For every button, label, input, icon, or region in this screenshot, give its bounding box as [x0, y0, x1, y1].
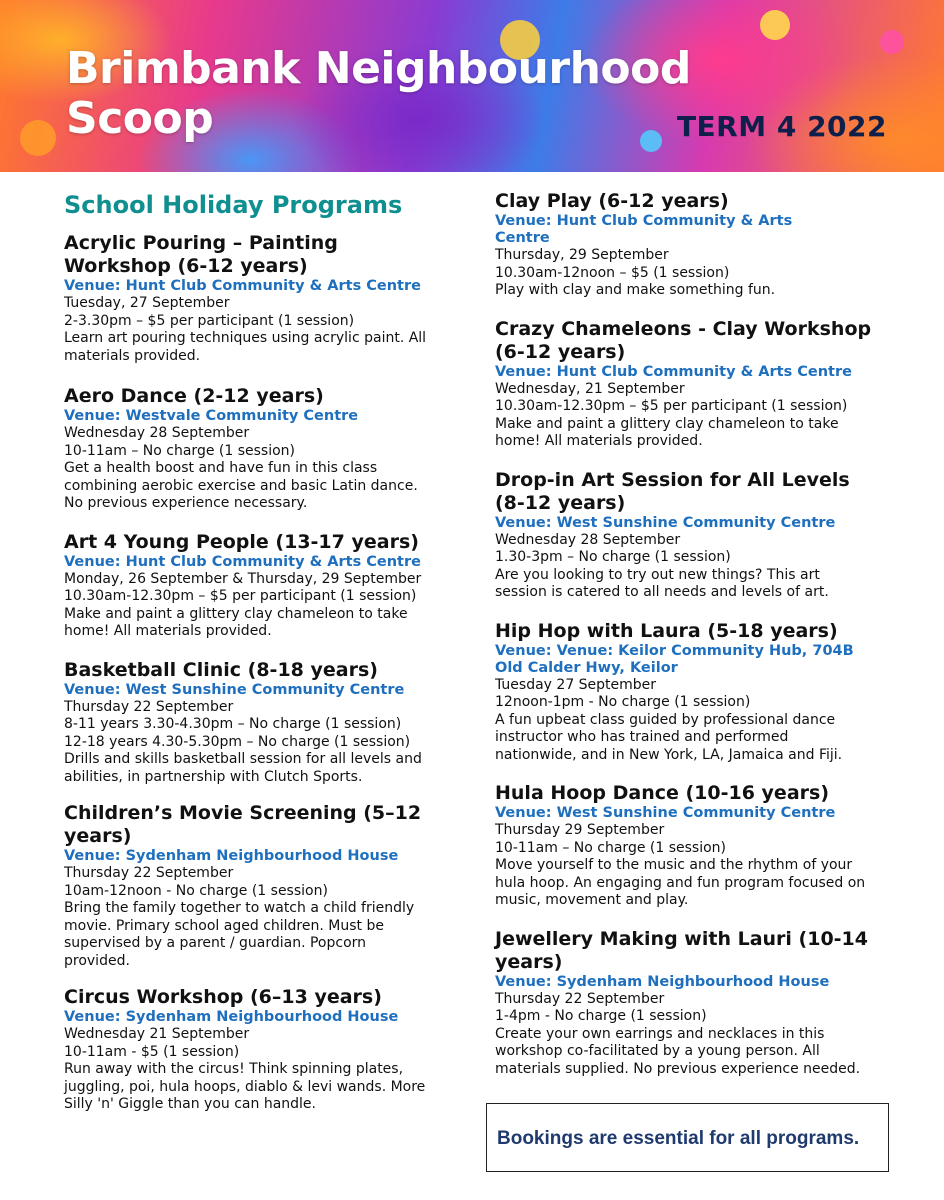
title-line: Scoop: [66, 93, 214, 144]
program-entry: [495, 928, 895, 1079]
program-entry: [64, 232, 460, 365]
program-venue: Venue: Hunt Club Community & Arts Centre: [64, 278, 421, 294]
program-detail: materials provided.: [64, 347, 201, 364]
program-detail: hula hoop. An engaging and fun program focused on: [495, 874, 866, 891]
right-column: [495, 190, 895, 1078]
program-detail: music, movement and play.: [495, 892, 689, 908]
program-detail: combining aerobic exercise and basic Latin dance.: [64, 477, 418, 494]
program-detail: nationwide, and in New York, LA, Jamaica and Fiji.: [495, 746, 843, 763]
program-entry: [64, 802, 460, 970]
paint-splash: [20, 120, 56, 156]
program-title: Workshop (6-12 years): [64, 255, 308, 277]
program-detail: movie. Primary school aged children. Must be: [64, 917, 384, 934]
program-venue: Venue: Sydenham Neighbourhood House: [495, 973, 830, 990]
program-detail: Silly 'n' Giggle than you can handle.: [64, 1096, 316, 1112]
section-heading: School Holiday Programs: [64, 191, 403, 219]
program-entry: [495, 318, 895, 451]
program-title: Aero Dance (2-12 years): [64, 385, 324, 407]
program-title: (6-12 years): [495, 340, 626, 363]
program-detail: Get a health boost and have fun in this class: [64, 460, 378, 476]
program-detail: 8-11 years 3.30-4.30pm – No charge (1 session): [64, 716, 402, 732]
program-detail: provided.: [64, 952, 130, 969]
program-entry: [64, 531, 460, 641]
program-detail: A fun upbeat class guided by professional dance: [495, 711, 836, 728]
program-entry: [64, 385, 460, 513]
program-detail: Make and paint a glittery clay chameleon to take: [64, 605, 408, 622]
program-venue: Venue: West Sunshine Community Centre: [64, 681, 405, 698]
program-detail: Thursday 22 September: [64, 865, 234, 881]
program-venue: Venue: Westvale Community Centre: [64, 408, 359, 424]
program-title: years): [495, 950, 563, 973]
program-detail: 10am-12noon - No charge (1 session): [64, 882, 328, 899]
header-banner: [0, 0, 944, 172]
program-list: [64, 232, 460, 1114]
program-detail: Play with clay and make something fun.: [495, 282, 776, 298]
title-line: Brimbank Neighbourhood: [66, 43, 691, 94]
program-detail: Wednesday 28 September: [64, 425, 250, 441]
program-detail: 12-18 years 4.30-5.30pm – No charge (1 session): [64, 733, 411, 750]
program-title: Circus Workshop (6–13 years): [64, 986, 382, 1008]
program-title: Art 4 Young People (13-17 years): [64, 530, 419, 553]
paint-splash: [880, 30, 904, 54]
program-detail: 12noon-1pm - No charge (1 session): [495, 694, 751, 710]
program-list: [495, 190, 895, 1078]
booking-note: Bookings are essential for all programs.: [497, 1128, 860, 1149]
program-title: Jewellery Making with Lauri (10-14: [495, 927, 868, 950]
program-detail: workshop co-facilitated by a young person. All: [495, 1043, 820, 1059]
program-detail: materials supplied. No previous experience needed.: [495, 1060, 861, 1077]
program-entry: [64, 659, 460, 787]
program-venue: Venue: Hunt Club Community & Arts: [495, 213, 793, 229]
program-venue: Venue: Sydenham Neighbourhood House: [64, 848, 399, 864]
program-detail: 10.30am-12.30pm – $5 per participant (1 session): [495, 398, 848, 414]
program-detail: 10.30am-12noon – $5 (1 session): [495, 264, 730, 281]
program-entry: [495, 469, 895, 602]
program-detail: Are you looking to try out new things? This art: [495, 566, 820, 583]
booking-box: [486, 1103, 889, 1172]
program-detail: Run away with the circus! Think spinning plates,: [64, 1061, 404, 1077]
program-detail: Create your own earrings and necklaces in this: [495, 1025, 825, 1042]
program-title: Hip Hop with Laura (5-18 years): [495, 619, 838, 642]
program-detail: Bring the family together to watch a child friendly: [64, 900, 415, 916]
program-venue: Venue: West Sunshine Community Centre: [495, 514, 836, 531]
program-entry: [495, 190, 895, 300]
program-detail: Make and paint a glittery clay chameleon to take: [495, 415, 839, 432]
left-column: [64, 190, 460, 1114]
program-title: Hula Hoop Dance (10-16 years): [495, 782, 830, 804]
program-detail: home! All materials provided.: [495, 433, 703, 449]
page-title: [66, 44, 691, 144]
program-detail: Thursday 22 September: [495, 990, 665, 1007]
program-detail: Wednesday 21 September: [64, 1026, 250, 1042]
program-title: Crazy Chameleons - Clay Workshop: [495, 317, 872, 340]
program-detail: session is catered to all needs and levels of art.: [495, 584, 829, 600]
program-detail: supervised by a parent / guardian. Popcorn: [64, 935, 367, 951]
program-detail: home! All materials provided.: [64, 623, 272, 639]
program-detail: 10-11am – No charge (1 session): [64, 442, 295, 459]
program-venue: Venue: Hunt Club Community & Arts Centre: [495, 363, 852, 380]
program-detail: 10.30am-12.30pm – $5 per participant (1 session): [64, 588, 417, 604]
program-title: Clay Play (6-12 years): [495, 190, 729, 212]
program-entry: [64, 986, 460, 1114]
program-title: Children’s Movie Screening (5–12: [64, 802, 422, 824]
program-detail: 1-4pm - No charge (1 session): [495, 1008, 707, 1024]
program-detail: No previous experience necessary.: [64, 495, 308, 511]
program-detail: Wednesday 28 September: [495, 531, 681, 548]
program-venue: Old Calder Hwy, Keilor: [495, 659, 678, 676]
program-detail: Thursday 29 September: [495, 822, 665, 838]
program-title: Acrylic Pouring – Painting: [64, 232, 338, 254]
program-detail: Tuesday, 27 September: [64, 295, 230, 311]
program-detail: instructor who has trained and performed: [495, 729, 789, 745]
program-detail: 10-11am - $5 (1 session): [64, 1043, 240, 1060]
program-venue: Centre: [495, 230, 550, 246]
program-detail: Thursday, 29 September: [495, 247, 669, 263]
program-detail: 10-11am – No charge (1 session): [495, 839, 726, 856]
program-detail: Learn art pouring techniques using acrylic paint. All: [64, 330, 427, 346]
program-title: Drop-in Art Session for All Levels: [495, 468, 850, 491]
paint-splash: [760, 10, 790, 40]
program-detail: Wednesday, 21 September: [495, 380, 685, 397]
program-title: Basketball Clinic (8-18 years): [64, 658, 378, 681]
program-detail: juggling, poi, hula hoops, diablo & levi wands. More: [64, 1078, 426, 1095]
program-title: (8-12 years): [495, 491, 626, 514]
program-detail: abilities, in partnership with Clutch Sports.: [64, 768, 363, 785]
program-venue: Venue: Sydenham Neighbourhood House: [64, 1009, 399, 1025]
program-detail: Monday, 26 September & Thursday, 29 September: [64, 570, 422, 587]
program-detail: Tuesday 27 September: [495, 676, 657, 693]
program-venue: Venue: Venue: Keilor Community Hub, 704B: [495, 642, 854, 659]
program-venue: Venue: West Sunshine Community Centre: [495, 805, 836, 821]
program-detail: Move yourself to the music and the rhythm of your: [495, 857, 853, 873]
program-detail: 1.30-3pm – No charge (1 session): [495, 549, 731, 565]
program-venue: Venue: Hunt Club Community & Arts Centre: [64, 553, 421, 570]
program-title: years): [64, 825, 132, 847]
program-detail: Drills and skills basketball session for all levels and: [64, 751, 422, 767]
program-entry: [495, 782, 895, 910]
program-detail: 2-3.30pm – $5 per participant (1 session): [64, 312, 355, 329]
term-label: TERM 4 2022: [676, 110, 887, 143]
program-detail: Thursday 22 September: [64, 698, 234, 715]
program-entry: [495, 620, 895, 765]
